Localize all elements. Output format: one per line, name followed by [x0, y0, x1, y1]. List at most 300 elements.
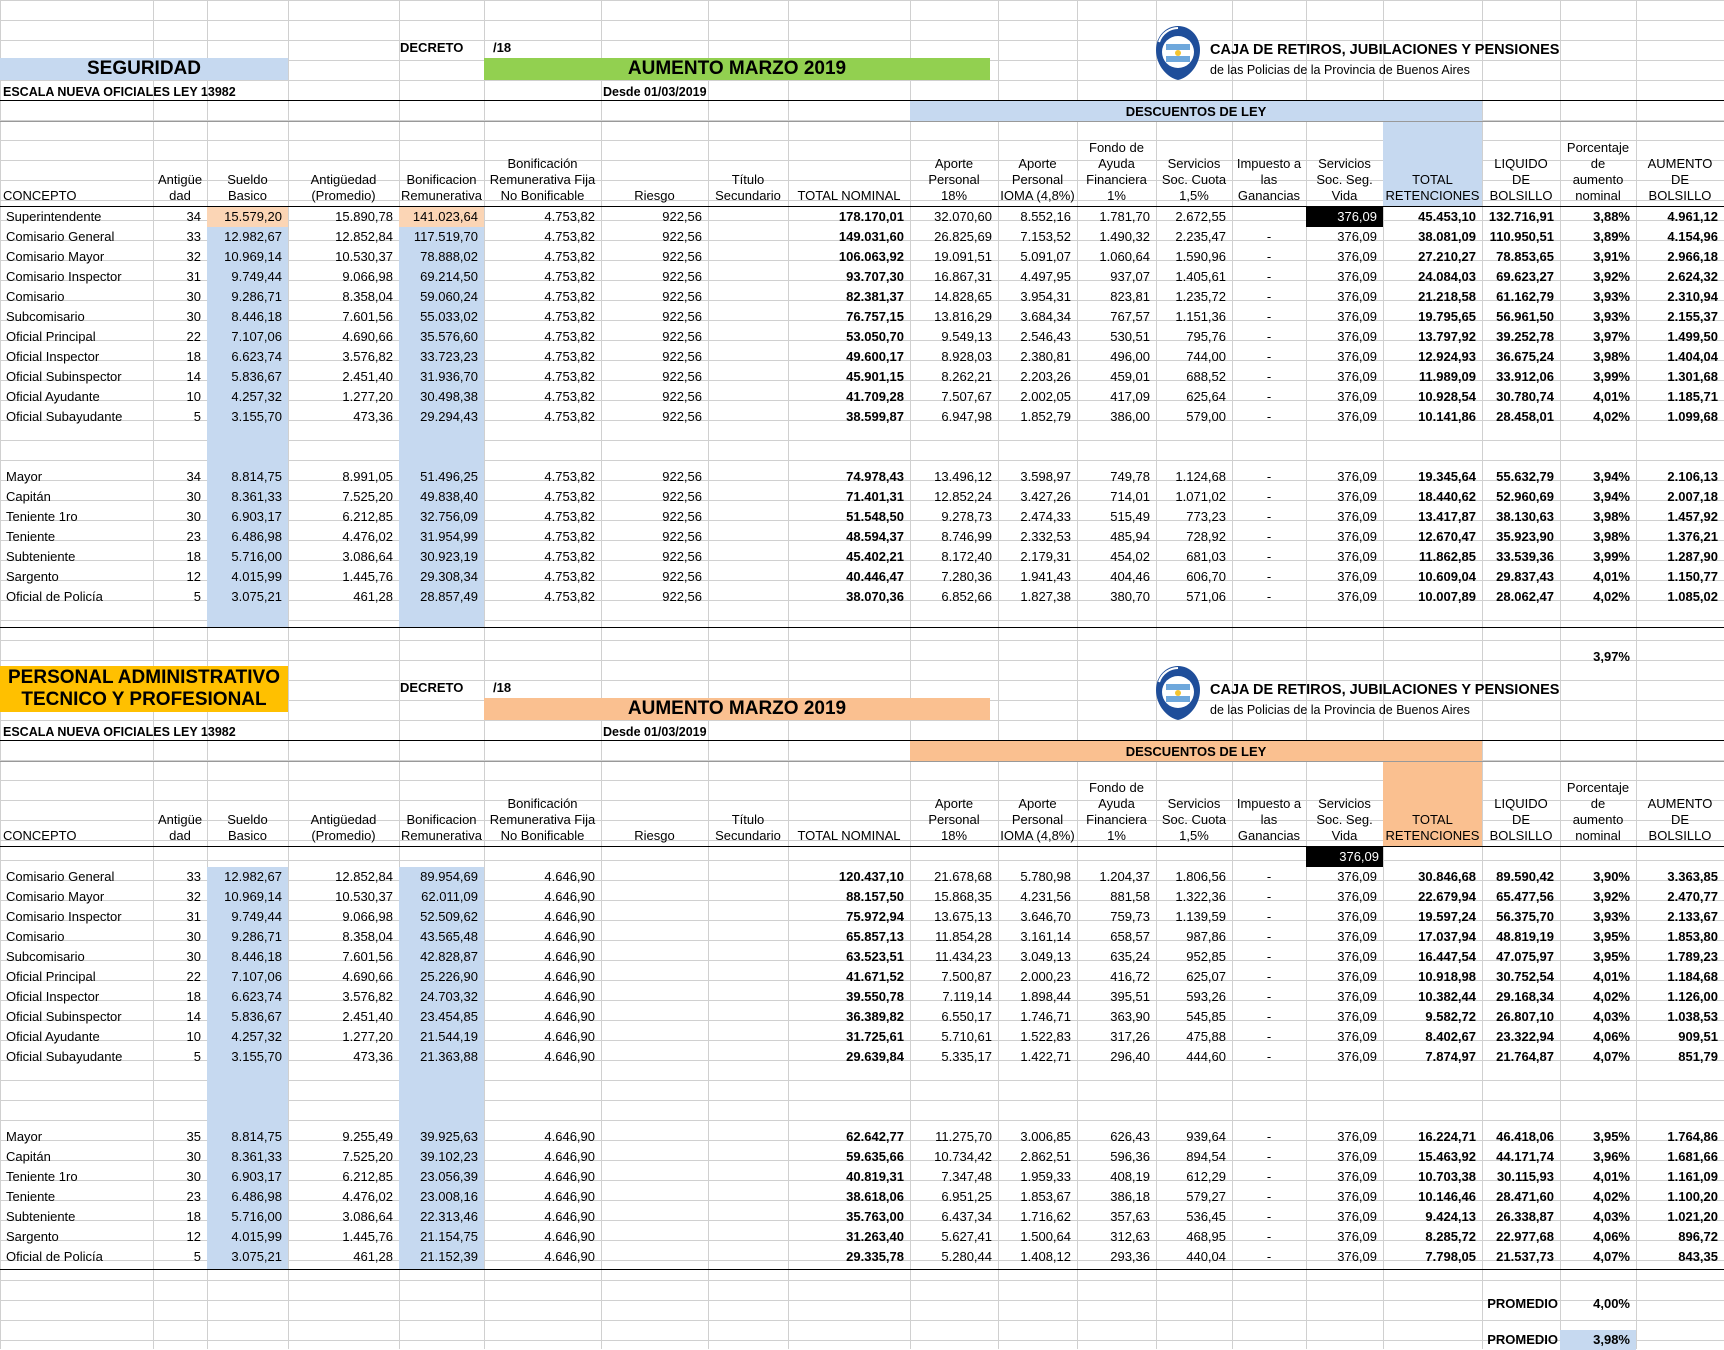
cell-antiguedad: 18	[186, 349, 201, 364]
cell-titulo	[708, 1187, 788, 1207]
decreto-value: /18	[493, 680, 512, 695]
cell-porcentaje: 4,06%	[1593, 1229, 1630, 1244]
cell-riesgo	[601, 1167, 708, 1187]
cell-total-ret: 10.382,44	[1418, 989, 1476, 1004]
cell-porcentaje: 4,02%	[1593, 989, 1630, 1004]
cell-total-ret: 30.846,68	[1418, 869, 1476, 884]
cell-porcentaje: 4,01%	[1593, 569, 1630, 584]
cell-total-nominal: 106.063,92	[838, 249, 904, 264]
cell-bonif-fija: 4.646,90	[544, 909, 595, 924]
cell-bonif-rem: 141.023,64	[399, 207, 484, 227]
col-header-fondo: Fondo de Ayuda Financiera 1%	[1086, 140, 1147, 203]
col-header-cuota: Servicios Soc. Cuota 1,5%	[1161, 156, 1227, 203]
cell-riesgo: 922,56	[662, 529, 702, 544]
col-header-bonif-fija: Bonificación Remunerativa Fija No Bonificable	[489, 156, 596, 203]
cell-total-nominal: 39.550,78	[846, 989, 904, 1004]
cell-porcentaje: 3,95%	[1593, 1129, 1630, 1144]
cell-titulo	[708, 567, 788, 587]
cell-riesgo: 922,56	[662, 209, 702, 224]
cell-ioma: 2.179,31	[1020, 549, 1071, 564]
cell-ganancias: -	[1266, 969, 1272, 984]
cell-liquido: 21.764,87	[1496, 1049, 1554, 1064]
section-title-line1: PERSONAL ADMINISTRATIVO	[8, 667, 280, 688]
cell-liquido: 55.632,79	[1496, 469, 1554, 484]
cell-total-nominal: 38.070,36	[846, 589, 904, 604]
cell-ganancias: -	[1266, 949, 1272, 964]
col-header-ioma: Aporte Personal IOMA (4,8%)	[1000, 156, 1075, 203]
cell-total-ret: 19.795,65	[1418, 309, 1476, 324]
cell-aporte18: 7.347,48	[941, 1169, 992, 1184]
col-header-cuota: Servicios Soc. Cuota 1,5%	[1161, 796, 1227, 843]
cell-aumento: 1.404,04	[1667, 349, 1718, 364]
gridline-h	[0, 1340, 1724, 1341]
cell-aporte18: 6.550,17	[941, 1009, 992, 1024]
promedio-label-2: PROMEDIO	[1487, 1332, 1558, 1347]
police-shield-icon	[1152, 664, 1204, 722]
cell-concepto: Capitán	[6, 1149, 51, 1164]
cell-sueldo: 9.749,44	[231, 269, 282, 284]
cell-bonif-fija: 4.753,82	[544, 329, 595, 344]
cell-bonif-fija: 4.753,82	[544, 409, 595, 424]
cell-cuota: 593,26	[1186, 989, 1226, 1004]
cell-seg-vida: 376,09	[1337, 1029, 1377, 1044]
cell-aumento: 2.470,77	[1667, 889, 1718, 904]
cell-aporte18: 8.262,21	[941, 369, 992, 384]
cell-liquido: 78.853,65	[1496, 249, 1554, 264]
cell-total-ret: 10.146,46	[1418, 1189, 1476, 1204]
cell-titulo	[708, 1227, 788, 1247]
cell-fondo: 416,72	[1110, 969, 1150, 984]
cell-fondo: 395,51	[1110, 989, 1150, 1004]
cell-riesgo	[601, 907, 708, 927]
cell-porcentaje: 4,07%	[1593, 1249, 1630, 1264]
cell-liquido: 52.960,69	[1496, 489, 1554, 504]
cell-porcentaje: 3,92%	[1593, 889, 1630, 904]
cell-liquido: 48.819,19	[1496, 929, 1554, 944]
cell-bonif-rem: 30.923,19	[420, 549, 478, 564]
cell-aumento: 1.021,20	[1667, 1209, 1718, 1224]
cell-aporte18: 21.678,68	[934, 869, 992, 884]
avg-percent: 3,97%	[1593, 649, 1630, 664]
cell-ioma: 3.684,34	[1020, 309, 1071, 324]
cell-riesgo	[601, 1047, 708, 1067]
cell-antiguedad: 23	[186, 529, 201, 544]
cell-antig-prom: 3.576,82	[342, 989, 393, 1004]
cell-bonif-fija: 4.646,90	[544, 1209, 595, 1224]
escala-label: ESCALA NUEVA OFICIALES LEY 13982	[3, 725, 236, 739]
cell-seg-vida: 376,09	[1337, 229, 1377, 244]
cell-riesgo: 922,56	[662, 549, 702, 564]
cell-fondo: 881,58	[1110, 889, 1150, 904]
header-rule	[0, 846, 1724, 847]
cell-bonif-rem: 23.056,39	[420, 1169, 478, 1184]
cell-titulo	[708, 207, 788, 227]
cell-ganancias: -	[1266, 309, 1272, 324]
cell-riesgo: 922,56	[662, 269, 702, 284]
cell-aumento: 1.301,68	[1667, 369, 1718, 384]
cell-seg-vida: 376,09	[1337, 1149, 1377, 1164]
cell-fondo: 485,94	[1110, 529, 1150, 544]
cell-ganancias: -	[1266, 489, 1272, 504]
cell-ganancias: -	[1266, 269, 1272, 284]
col-header-antiguedad: Antigüe dad	[157, 812, 203, 843]
cell-total-nominal: 36.389,82	[846, 1009, 904, 1024]
cell-antiguedad: 5	[193, 409, 201, 424]
cell-antig-prom: 9.066,98	[342, 269, 393, 284]
seg-vida-value: 376,09	[1339, 849, 1379, 864]
cell-total-nominal: 76.757,15	[846, 309, 904, 324]
cell-aumento: 1.085,02	[1667, 589, 1718, 604]
cell-titulo	[708, 1247, 788, 1267]
cell-concepto: Oficial Principal	[6, 329, 96, 344]
cell-fondo: 1.781,70	[1099, 209, 1150, 224]
cell-antig-prom: 3.086,64	[342, 549, 393, 564]
cell-antiguedad: 30	[186, 489, 201, 504]
cell-liquido: 30.780,74	[1496, 389, 1554, 404]
cell-aporte18: 13.675,13	[934, 909, 992, 924]
cell-antiguedad: 22	[186, 969, 201, 984]
cell-porcentaje: 4,01%	[1593, 1169, 1630, 1184]
cell-aumento: 1.287,90	[1667, 549, 1718, 564]
cell-seg-vida: 376,09	[1337, 389, 1377, 404]
cell-total-ret: 8.402,67	[1425, 1029, 1476, 1044]
cell-ioma: 7.153,52	[1020, 229, 1071, 244]
cell-fondo: 386,18	[1110, 1189, 1150, 1204]
cell-antig-prom: 8.991,05	[342, 469, 393, 484]
cell-aumento: 1.681,66	[1667, 1149, 1718, 1164]
col-header-riesgo: Riesgo	[634, 188, 675, 203]
cell-antig-prom: 3.576,82	[342, 349, 393, 364]
cell-riesgo	[601, 1247, 708, 1267]
cell-antiguedad: 14	[186, 369, 201, 384]
cell-total-nominal: 48.594,37	[846, 529, 904, 544]
cell-liquido: 28.062,47	[1496, 589, 1554, 604]
cell-porcentaje: 4,06%	[1593, 1029, 1630, 1044]
cell-bonif-fija: 4.753,82	[544, 269, 595, 284]
cell-porcentaje: 3,91%	[1593, 249, 1630, 264]
cell-bonif-rem: 32.756,09	[420, 509, 478, 524]
cell-ioma: 1.941,43	[1020, 569, 1071, 584]
cell-titulo	[708, 267, 788, 287]
cell-bonif-fija: 4.646,90	[544, 1009, 595, 1024]
cell-aumento: 1.100,20	[1667, 1189, 1718, 1204]
cell-antig-prom: 1.445,76	[342, 569, 393, 584]
cell-sueldo: 6.623,74	[231, 989, 282, 1004]
cell-seg-vida: 376,09	[1337, 249, 1377, 264]
cell-ganancias: -	[1266, 869, 1272, 884]
cell-riesgo: 922,56	[662, 369, 702, 384]
cell-cuota: 475,88	[1186, 1029, 1226, 1044]
cell-ganancias: -	[1266, 1189, 1272, 1204]
cell-porcentaje: 3,94%	[1593, 469, 1630, 484]
cell-sueldo: 9.749,44	[231, 909, 282, 924]
cell-riesgo	[601, 1187, 708, 1207]
cell-bonif-fija: 4.646,90	[544, 1049, 595, 1064]
cell-fondo: 1.204,37	[1099, 869, 1150, 884]
cell-total-nominal: 75.972,94	[846, 909, 904, 924]
cell-porcentaje: 4,01%	[1593, 969, 1630, 984]
cell-porcentaje: 4,03%	[1593, 1209, 1630, 1224]
cell-aumento: 2.310,94	[1667, 289, 1718, 304]
col-header-riesgo: Riesgo	[634, 828, 675, 843]
cell-sueldo: 3.155,70	[231, 409, 282, 424]
cell-sueldo: 4.015,99	[231, 1229, 282, 1244]
col-header-aumento: AUMENTO DE BOLSILLO	[1647, 796, 1713, 843]
cell-antig-prom: 9.255,49	[342, 1129, 393, 1144]
cell-titulo	[708, 547, 788, 567]
cell-total-nominal: 41.709,28	[846, 389, 904, 404]
cell-sueldo: 3.075,21	[231, 589, 282, 604]
cell-aporte18: 6.947,98	[941, 409, 992, 424]
cell-concepto: Oficial Inspector	[6, 349, 100, 364]
cell-titulo	[708, 887, 788, 907]
cell-aporte18: 11.854,28	[935, 929, 992, 944]
cell-concepto: Comisario Mayor	[6, 889, 105, 904]
cell-ioma: 5.091,07	[1020, 249, 1071, 264]
cell-riesgo	[601, 947, 708, 967]
cell-bonif-rem: 55.033,02	[420, 309, 478, 324]
cell-porcentaje: 3,99%	[1593, 549, 1630, 564]
cell-bonif-fija: 4.646,90	[544, 1149, 595, 1164]
cell-aporte18: 6.951,25	[941, 1189, 992, 1204]
cell-concepto: Capitán	[6, 489, 51, 504]
cell-bonif-fija: 4.646,90	[544, 1129, 595, 1144]
cell-antiguedad: 18	[186, 549, 201, 564]
cell-fondo: 380,70	[1110, 589, 1150, 604]
cell-total-ret: 10.007,89	[1418, 589, 1476, 604]
cell-porcentaje: 4,07%	[1593, 1049, 1630, 1064]
cell-concepto: Teniente 1ro	[6, 1169, 78, 1184]
cell-cuota: 545,85	[1186, 1009, 1226, 1024]
cell-bonif-fija: 4.753,82	[544, 249, 595, 264]
cell-aporte18: 11.275,70	[935, 1129, 992, 1144]
cell-bonif-rem: 33.723,23	[420, 349, 478, 364]
cell-cuota: 939,64	[1186, 1129, 1226, 1144]
cell-aumento: 2.624,32	[1667, 269, 1718, 284]
cell-antiguedad: 30	[186, 1149, 201, 1164]
cell-antiguedad: 22	[186, 329, 201, 344]
cell-bonif-fija: 4.753,82	[544, 229, 595, 244]
cell-bonif-fija: 4.646,90	[544, 989, 595, 1004]
cell-titulo	[708, 1127, 788, 1147]
col-header-sueldo: Sueldo Basico	[227, 812, 268, 843]
cell-cuota: 987,86	[1186, 929, 1226, 944]
cell-cuota: 1.590,96	[1175, 249, 1226, 264]
cell-titulo	[708, 1167, 788, 1187]
col-header-porcentaje: Porcentaje de aumento nominal	[1566, 780, 1630, 843]
cell-total-nominal: 38.618,06	[846, 1189, 904, 1204]
cell-ioma: 5.780,98	[1020, 869, 1071, 884]
cell-riesgo: 922,56	[662, 329, 702, 344]
cell-bonif-fija: 4.646,90	[544, 969, 595, 984]
cell-total-ret: 11.989,09	[1418, 369, 1476, 384]
cell-aporte18: 19.091,51	[934, 249, 992, 264]
cell-riesgo	[601, 1227, 708, 1247]
cell-porcentaje: 3,90%	[1593, 869, 1630, 884]
cell-seg-vida: 376,09	[1337, 1169, 1377, 1184]
col-header-bonif-rem: Bonificacion Remunerativa	[401, 812, 482, 843]
cell-ganancias: -	[1266, 1129, 1272, 1144]
cell-concepto: Oficial Ayudante	[6, 389, 100, 404]
cell-sueldo: 9.286,71	[231, 289, 282, 304]
cell-bonif-rem: 59.060,24	[420, 289, 478, 304]
cell-cuota: 440,04	[1186, 1249, 1226, 1264]
cell-riesgo	[601, 867, 708, 887]
cell-sueldo: 8.814,75	[231, 469, 282, 484]
cell-ganancias: -	[1266, 1229, 1272, 1244]
cell-liquido: 56.961,50	[1496, 309, 1554, 324]
cell-total-nominal: 53.050,70	[846, 329, 904, 344]
cell-ioma: 3.161,14	[1020, 929, 1071, 944]
cell-concepto: Superintendente	[6, 209, 102, 224]
cell-ioma: 3.427,26	[1020, 489, 1071, 504]
cell-total-nominal: 45.901,15	[846, 369, 904, 384]
col-header-antig-prom: Antigüedad (Promedio)	[310, 172, 377, 203]
cell-ganancias: -	[1266, 1029, 1272, 1044]
cell-sueldo: 4.257,32	[231, 1029, 282, 1044]
cell-fondo: 293,36	[1110, 1249, 1150, 1264]
cell-porcentaje: 4,03%	[1593, 1009, 1630, 1024]
cell-antig-prom: 4.690,66	[342, 329, 393, 344]
cell-total-ret: 38.081,09	[1418, 229, 1476, 244]
cell-fondo: 357,63	[1110, 1209, 1150, 1224]
cell-riesgo	[601, 987, 708, 1007]
cell-concepto: Teniente 1ro	[6, 509, 78, 524]
desde-label: Desde 01/03/2019	[603, 725, 707, 739]
cell-porcentaje: 3,89%	[1593, 229, 1630, 244]
cell-sueldo: 8.446,18	[231, 949, 282, 964]
cell-concepto: Comisario General	[6, 869, 115, 884]
cell-ioma: 2.203,26	[1020, 369, 1071, 384]
cell-antig-prom: 7.601,56	[342, 949, 393, 964]
cell-antiguedad: 18	[186, 989, 201, 1004]
gridline-h	[0, 1280, 1724, 1281]
cell-titulo	[708, 987, 788, 1007]
cell-titulo	[708, 867, 788, 887]
cell-concepto: Subcomisario	[6, 949, 85, 964]
col-header-antiguedad: Antigüe dad	[157, 172, 203, 203]
cell-antiguedad: 35	[186, 1129, 201, 1144]
cell-ioma: 1.959,33	[1020, 1169, 1071, 1184]
cell-aporte18: 7.500,87	[941, 969, 992, 984]
cell-fondo: 749,78	[1110, 469, 1150, 484]
cell-antiguedad: 31	[186, 269, 201, 284]
col-header-antig-prom: Antigüedad (Promedio)	[310, 812, 377, 843]
cell-liquido: 28.458,01	[1496, 409, 1554, 424]
cell-porcentaje: 3,98%	[1593, 509, 1630, 524]
cell-aumento: 1.789,23	[1667, 949, 1718, 964]
cell-ioma: 2.002,05	[1020, 389, 1071, 404]
cell-fondo: 417,09	[1110, 389, 1150, 404]
cell-seg-vida: 376,09	[1337, 349, 1377, 364]
cell-ioma: 4.231,56	[1020, 889, 1071, 904]
cell-concepto: Oficial de Policía	[6, 589, 103, 604]
cell-aporte18: 14.828,65	[934, 289, 992, 304]
cell-bonif-fija: 4.646,90	[544, 889, 595, 904]
cell-antig-prom: 8.358,04	[342, 289, 393, 304]
cell-riesgo: 922,56	[662, 309, 702, 324]
cell-aumento: 909,51	[1678, 1029, 1718, 1044]
cell-antig-prom: 1.277,20	[342, 1029, 393, 1044]
cell-seg-vida: 376,09	[1337, 989, 1377, 1004]
cell-liquido: 22.977,68	[1496, 1229, 1554, 1244]
cell-ganancias: -	[1266, 1249, 1272, 1264]
cell-total-ret: 18.440,62	[1418, 489, 1476, 504]
cell-bonif-fija: 4.753,82	[544, 569, 595, 584]
cell-total-ret: 19.597,24	[1418, 909, 1476, 924]
cell-antiguedad: 12	[186, 1229, 201, 1244]
cell-aumento: 1.185,71	[1667, 389, 1718, 404]
cell-porcentaje: 3,96%	[1593, 1149, 1630, 1164]
cell-total-ret: 13.797,92	[1418, 329, 1476, 344]
aumento-title: AUMENTO MARZO 2019	[627, 58, 847, 79]
cell-sueldo: 3.155,70	[231, 1049, 282, 1064]
cell-total-ret: 7.874,97	[1425, 1049, 1476, 1064]
cell-aumento: 3.363,85	[1667, 869, 1718, 884]
cell-antiguedad: 31	[186, 909, 201, 924]
cell-total-ret: 17.037,94	[1418, 929, 1476, 944]
cell-liquido: 30.115,93	[1496, 1169, 1554, 1184]
cell-liquido: 89.590,42	[1496, 869, 1554, 884]
cell-total-ret: 10.918,98	[1418, 969, 1476, 984]
cell-liquido: 110.950,51	[1489, 229, 1554, 244]
cell-seg-vida: 376,09	[1337, 949, 1377, 964]
cell-total-nominal: 45.402,21	[846, 549, 904, 564]
cell-total-ret: 27.210,27	[1418, 249, 1476, 264]
cell-riesgo: 922,56	[662, 409, 702, 424]
cell-antig-prom: 473,36	[353, 1049, 393, 1064]
cell-sueldo: 15.579,20	[207, 207, 288, 227]
cell-bonif-rem: 30.498,38	[420, 389, 478, 404]
cell-fondo: 626,43	[1110, 1129, 1150, 1144]
cell-bonif-rem: 25.226,90	[420, 969, 478, 984]
cell-aporte18: 10.734,42	[934, 1149, 992, 1164]
cell-total-ret: 9.424,13	[1425, 1209, 1476, 1224]
cell-sueldo: 5.716,00	[231, 549, 282, 564]
cell-cuota: 728,92	[1186, 529, 1226, 544]
cell-porcentaje: 3,92%	[1593, 269, 1630, 284]
cell-total-nominal: 51.548,50	[846, 509, 904, 524]
cell-seg-vida: 376,09	[1337, 909, 1377, 924]
cell-total-ret: 12.670,47	[1418, 529, 1476, 544]
cell-seg-vida: 376,09	[1337, 269, 1377, 284]
cell-antig-prom: 461,28	[353, 589, 393, 604]
cell-porcentaje: 4,02%	[1593, 409, 1630, 424]
cell-ioma: 1.852,79	[1020, 409, 1071, 424]
cell-liquido: 33.539,36	[1496, 549, 1554, 564]
cell-concepto: Teniente	[6, 1189, 56, 1204]
cell-total-ret: 10.703,38	[1418, 1169, 1476, 1184]
cell-antiguedad: 10	[186, 389, 201, 404]
cell-antig-prom: 6.212,85	[342, 509, 393, 524]
section-title: SEGURIDAD	[86, 58, 201, 79]
cell-bonif-fija: 4.753,82	[544, 389, 595, 404]
promedio-value-2: 3,98%	[1593, 1332, 1630, 1347]
cell-cuota: 773,23	[1186, 509, 1226, 524]
cell-total-ret: 10.141,86	[1418, 409, 1476, 424]
cell-seg-vida: 376,09	[1337, 329, 1377, 344]
cell-riesgo: 922,56	[662, 509, 702, 524]
cell-seg-vida: 376,09	[1337, 369, 1377, 384]
cell-seg-vida: 376,09	[1337, 1209, 1377, 1224]
cell-antig-prom: 8.358,04	[342, 929, 393, 944]
cell-fondo: 404,46	[1110, 569, 1150, 584]
cell-aporte18: 5.280,44	[941, 1249, 992, 1264]
cell-titulo	[708, 947, 788, 967]
cell-total-ret: 13.417,87	[1418, 509, 1476, 524]
cell-bonif-fija: 4.646,90	[544, 949, 595, 964]
cell-antig-prom: 7.601,56	[342, 309, 393, 324]
